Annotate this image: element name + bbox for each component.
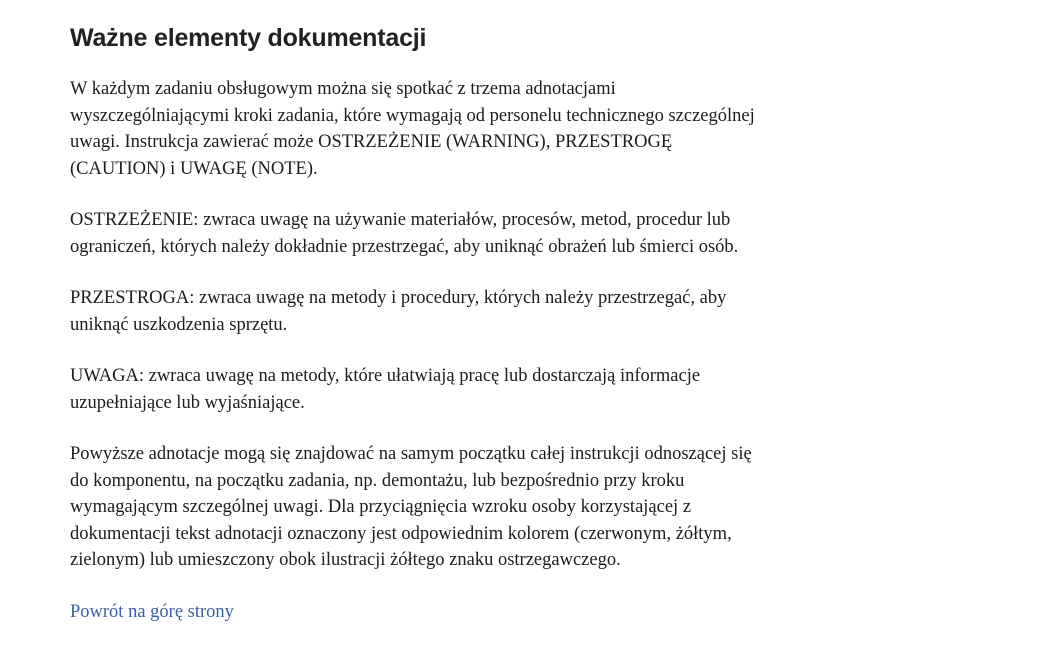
back-to-top-container [70,599,770,626]
paragraph-note: UWAGA: zwraca uwagę na metody, które ułatwiają pracę lub dostarczają informacje uzupełniające lub wyjaśniające. [70,366,701,413]
back-to-top-link[interactable]: Powrót na górę strony [70,601,234,622]
paragraph-intro: W każdym zadaniu obsługowym można się spotkać z trzema adnotacjami wyszczególniającymi kroki zadania, które wymagają od personelu technicznego szczególnej uwagi. Instrukcja zawierać może OSTRZEŻENIE (WARNING), PRZESTROGĘ (CAUTION) i UWAGĘ (NOTE). [70,79,755,179]
paragraph-placement: Powyższe adnotacje mogą się znajdować na samym początku całej instrukcji odnoszącej się do komponentu, na początku zadania, np. demontażu, lub bezpośrednio przy kroku wymagającym szczególnej uwagi. Dla przyciągnięcia wzroku osoby korzystającej z dokumentacji tekst adnotacji oznaczony jest odpowiednim kolorem (czerwonym, żółtym, zielonym) lub umieszczony obok ilustracji żółtego znaku ostrzegawczego. [70,444,752,570]
document-content [70,22,770,625]
paragraph-caution: PRZESTROGA: zwraca uwagę na metody i procedury, których należy przestrzegać, aby uniknąć uszkodzenia sprzętu. [70,288,727,335]
paragraph-warning: OSTRZEŻENIE: zwraca uwagę na używanie materiałów, procesów, metod, procedur lub ograniczeń, których należy dokładnie przestrzegać, aby uniknąć obrażeń lub śmierci osób. [70,210,739,257]
page-title: Ważne elementy dokumentacji [70,24,427,52]
